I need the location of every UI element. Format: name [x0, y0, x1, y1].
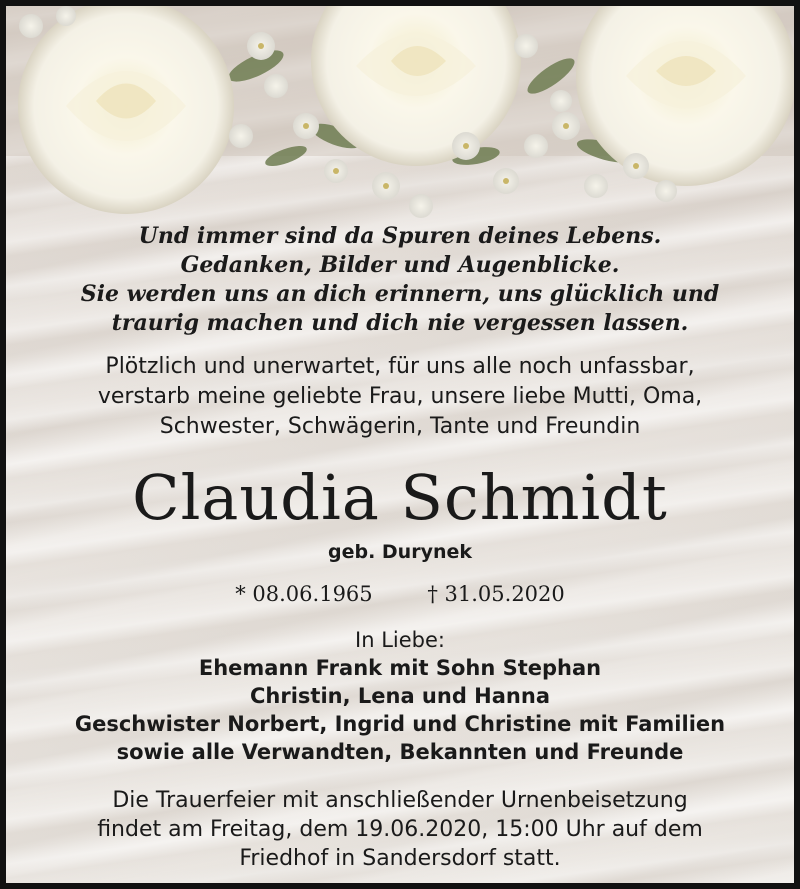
mourner-line: Ehemann Frank mit Sohn Stephan — [198, 656, 602, 680]
mourners-heading: In Liebe: — [355, 628, 445, 652]
intro-line: verstarb meine geliebte Frau, unsere liebe Mutti, Oma, — [97, 384, 703, 409]
poem-line: Und immer sind da Spuren deines Lebens. — [138, 223, 662, 249]
funeral-info — [6, 786, 794, 873]
death-announcement-text — [6, 352, 794, 442]
mourner-line: sowie alle Verwandten, Bekannten und Freunde — [116, 740, 684, 764]
funeral-line: Friedhof in Sandersdorf statt. — [239, 846, 561, 871]
funeral-line: Die Trauerfeier mit anschließender Urnenbeisetzung — [112, 788, 688, 813]
funeral-line: findet am Freitag, dem 19.06.2020, 15:00 Uhr auf dem — [97, 817, 703, 842]
roses-image — [6, 6, 794, 221]
poem-line: Sie werden uns an dich erinnern, uns glücklich und — [80, 281, 720, 307]
mourner-line: Geschwister Norbert, Ingrid und Christine mit Familien — [74, 712, 726, 736]
mourners-list — [6, 626, 794, 766]
poem-line: Gedanken, Bilder und Augenblicke. — [180, 252, 620, 278]
intro-line: Plötzlich und unerwartet, für uns alle noch unfassbar, — [105, 354, 695, 379]
death-date: † 31.05.2020 — [427, 582, 565, 606]
intro-line: Schwester, Schwägerin, Tante und Freundin — [159, 414, 641, 439]
birth-date: * 08.06.1965 — [235, 582, 373, 606]
birth-name: geb. Durynek — [327, 541, 473, 563]
poem-verse — [6, 222, 794, 338]
deceased-name: Claudia Schmidt — [132, 461, 668, 534]
mourner-line: Christin, Lena und Hanna — [249, 684, 550, 708]
poem-line: traurig machen und dich nie vergessen lassen. — [111, 310, 689, 336]
life-dates — [6, 580, 794, 608]
